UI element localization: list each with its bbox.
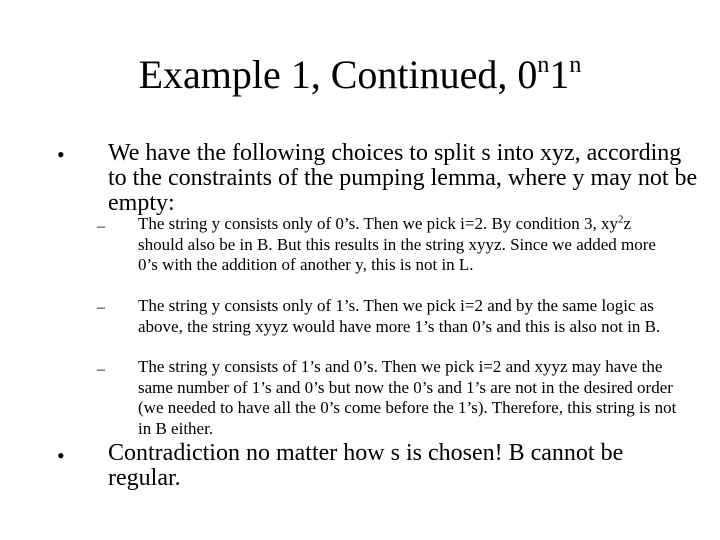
sub-bullet-2-text: The string y consists only of 1’s. Then we pick i=2 and by the same logic as above, the string xyyz would have more 1’s than 0’s and this is also not in B. bbox=[138, 296, 661, 336]
bullet-icon: • bbox=[57, 443, 65, 468]
sub-bullet-3-text: The string y consists of 1’s and 0’s. Then we pick i=2 and xyyz may have the same number of 1’s and 0’s but now the 0’s and 1’s are not in the desired order (we needed to have all the 0’s come before the 1’s). Therefore, this string is not in B either. bbox=[138, 357, 677, 438]
sub-bullet-dash-icon: – bbox=[97, 361, 105, 378]
sub-bullet-1-part2: z should also be in B. But this results in the string xyyz. Since we added more 0’s with the addition of another y, this is not in L. bbox=[138, 214, 656, 274]
bullet-2-text: Contradiction no matter how s is chosen! B cannot be regular. bbox=[108, 440, 624, 491]
title-text-one: 1 bbox=[549, 52, 570, 97]
sub-bullet-1-text bbox=[138, 214, 678, 276]
sub-bullet-1-superscript: 2 bbox=[618, 213, 624, 226]
slide-title bbox=[0, 50, 720, 100]
title-superscript-n2: n bbox=[569, 52, 582, 78]
title-superscript-n1: n bbox=[537, 52, 550, 78]
bullet-1-text: We have the following choices to split s into xyz, according to the constraints of the pumping lemma, where y may not be empty: bbox=[108, 140, 698, 216]
title-text: Example 1, Continued, 0 bbox=[138, 52, 538, 97]
sub-bullet-dash-icon: – bbox=[97, 218, 105, 235]
sub-bullet-1-part1: The string y consists only of 0’s. Then we pick i=2. By condition 3, xy bbox=[138, 214, 619, 233]
bullet-icon: • bbox=[57, 142, 65, 167]
sub-bullet-dash-icon: – bbox=[97, 299, 105, 316]
